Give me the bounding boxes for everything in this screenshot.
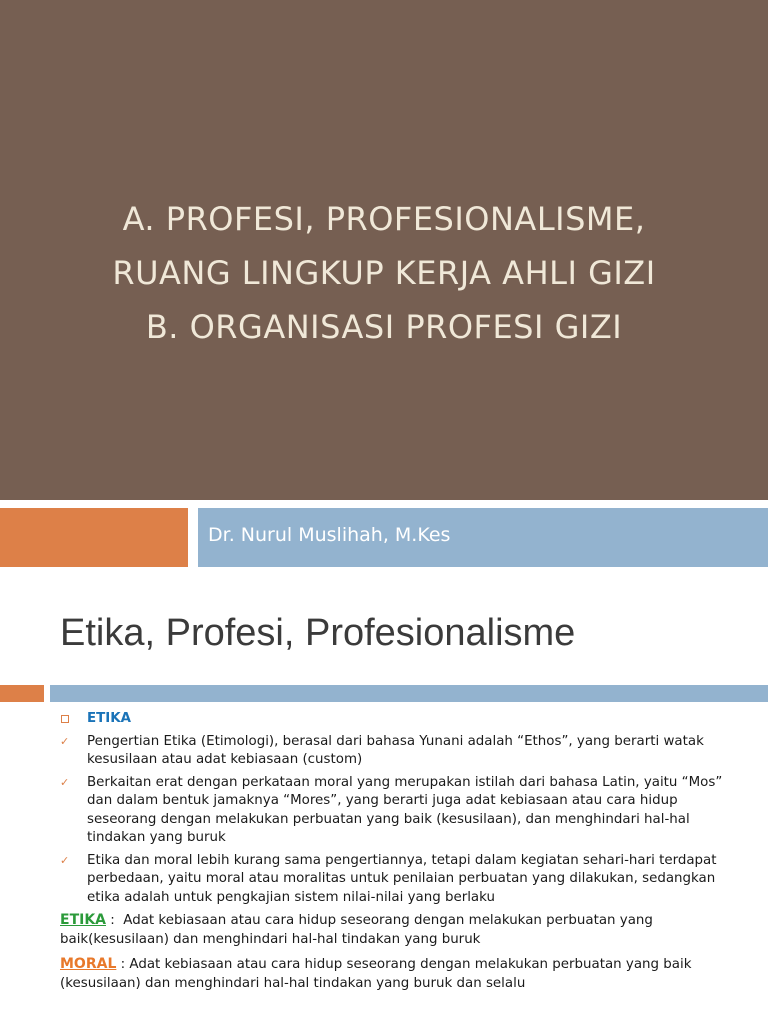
definition-term: MORAL [60,956,117,972]
definition-text: Adat kebiasaan atau cara hidup seseorang dengan melakukan perbuatan yang baik(kesusilaan) dan menghindari hal-hal tindakan yang buruk [60,913,653,947]
slide-content [60,710,740,999]
blue-divider-bar [50,685,768,702]
section-heading: ETIKA [87,711,132,726]
slide-title-line-3: B. ORGANISASI PROFESI GIZI [145,308,623,346]
slide-title-line-1: A. PROFESI, PROFESIONALISME, [122,200,646,238]
list-item [60,733,740,770]
orange-divider-bar [0,685,44,702]
checkmark-icon: ✓ [60,734,70,748]
content-slide-title: Etika, Profesi, Profesionalisme [60,612,576,654]
list-item [60,774,740,848]
list-item [60,852,740,908]
definition-etika [60,911,740,949]
slide-title [0,192,768,354]
list-item-text: Pengertian Etika (Etimologi), berasal dari bahasa Yunani adalah “Ethos”, yang berarti watak kesusilaan atau adat kebiasaan (custom) [87,733,704,767]
definition-separator: : [116,957,130,972]
slide-title-line-2: RUANG LINGKUP KERJA AHLI GIZI [112,254,656,292]
list-item-text: Berkaitan erat dengan perkataan moral yang merupakan istilah dari bahasa Latin, yaitu “Mos” dan dalam bentuk jamaknya “Mores”, yang berarti juga adat kebiasaan atau cara hidup seseorang dengan melakukan perbuatan yang baik (kesusilaan), dan menghindari hal-hal tindakan yang buruk [87,774,723,845]
definition-separator: : [106,913,124,928]
definition-term: ETIKA [60,912,107,928]
slide-subtitle-author: Dr. Nurul Muslihah, M.Kes [208,524,451,546]
checkmark-icon: ✓ [60,775,70,789]
definition-moral [60,955,740,993]
hollow-square-icon [60,710,74,730]
checkmark-icon: ✓ [60,853,70,867]
list-item-text: Etika dan moral lebih kurang sama pengertiannya, tetapi dalam kegiatan sehari-hari terdapat perbedaan, yaitu moral atau moralitas untuk penilaian perbuatan yang dilakukan, sedangkan etika adalah untuk pengkajian sistem nilai-nilai yang berlaku [87,852,717,905]
heading-item [60,710,740,729]
definition-text: Adat kebiasaan atau cara hidup seseorang dengan melakukan perbuatan yang baik (kesusilaan) dan menghindari hal-hal tindakan yang buruk dan selalu [60,957,692,991]
orange-accent-bar [0,508,188,567]
